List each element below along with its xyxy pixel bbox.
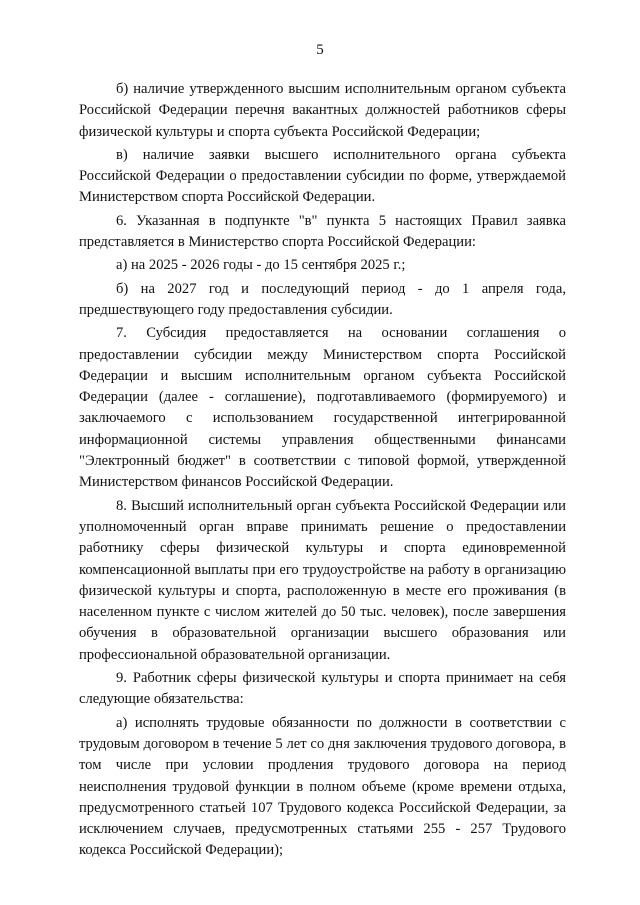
paragraph-8: 8. Высший исполнительный орган субъекта Российской Федерации или уполномоченный орган вправе принимать решение о предоставлении работнику сферы физической культуры и спорта единовременной компенсационной выплаты при его трудоустройстве на работу в организацию физической культуры и спорта, расположенную в месте его проживания (в населенном пункте с числом жителей до 50 тыс. человек), после завершения обучения в образовательной организации высшего образования или профессиональной образовательной организации. (79, 497, 566, 663)
paragraph-5b: б) наличие утвержденного высшим исполнительным органом субъекта Российской Федерации перечня вакантных должностей работников сферы физической культуры и спорта субъекта Российской Федерации; (79, 81, 566, 140)
paragraph-9a: а) исполнять трудовые обязанности по должности в соответствии с трудовым договором в течение 5 лет со дня заключения трудового договора, в том числе при условии продления трудового договора на период неисполнения трудовой функции в полном объеме (кроме времени отдыха, предусмотренного статьей 107 Трудового кодекса Российской Федерации, за исключением случаев, предусмотренных статьями 255 - 257 Трудового кодекса Российской Федерации); (79, 714, 566, 859)
document-body (79, 79, 566, 864)
paragraph-6: 6. Указанная в подпункте "в" пункта 5 настоящих Правил заявка представляется в Министерство спорта Российской Федерации: (79, 212, 566, 251)
page-number: 5 (316, 42, 324, 58)
paragraph-9: 9. Работник сферы физической культуры и спорта принимает на себя следующие обязательства: (79, 670, 566, 708)
paragraph-6b: б) на 2027 год и последующий период - до 1 апреля года, предшествующего году предоставления субсидии. (79, 280, 566, 318)
paragraph-7: 7. Субсидия предоставляется на основании соглашения о предоставлении субсидии между Министерством спорта Российской Федерации и высшим исполнительным органом субъекта Российской Федерации (далее - соглашение), подготавливаемого (формируемого) и заключаемого с использованием государственной интегрированной информационной системы управления общественными финансами "Электронный бюджет" в соответствии с типовой формой, утвержденной Министерством финансов Российской Федерации. (79, 325, 566, 491)
paragraph-6a: а) на 2025 - 2026 годы - до 15 сентября 2025 г.; (116, 257, 406, 274)
paragraph-5v: в) наличие заявки высшего исполнительного органа субъекта Российской Федерации о предоставлении субсидии по форме, утверждаемой Министерством спорта Российской Федерации. (79, 146, 566, 206)
